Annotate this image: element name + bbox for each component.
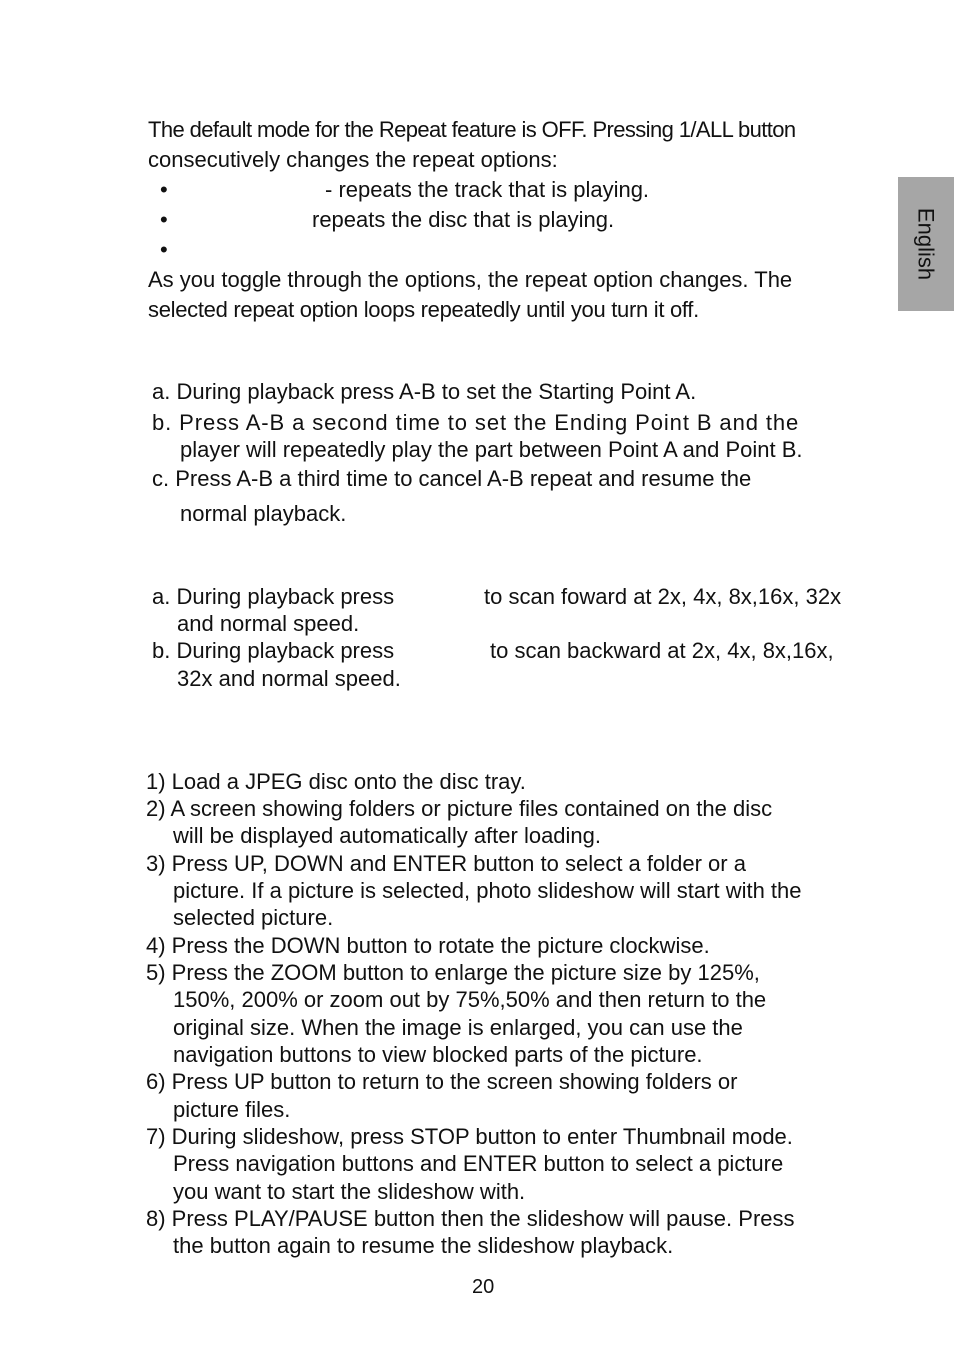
bullet-3: •: [160, 237, 168, 262]
repeat-toggle-line-1: As you toggle through the options, the repeat option changes. The: [148, 267, 793, 292]
bullet-1: •: [160, 177, 168, 202]
jpeg-line-11: navigation buttons to view blocked parts of the picture.: [173, 1042, 703, 1067]
scan-step-a-left: a. During playback press: [152, 584, 395, 609]
page-number: 20: [472, 1276, 495, 1298]
jpeg-line-13: picture files.: [173, 1097, 291, 1122]
jpeg-line-7: 4) Press the DOWN button to rotate the picture clockwise.: [146, 933, 710, 958]
jpeg-line-5: picture. If a picture is selected, photo slideshow will start with the: [173, 878, 802, 903]
bullet-2-text: repeats the disc that is playing.: [312, 207, 615, 232]
language-tab-label: English: [913, 207, 939, 281]
jpeg-line-3: will be displayed automatically after loading.: [173, 823, 602, 848]
repeat-toggle-line-2: selected repeat option loops repeatedly until you turn it off.: [148, 297, 699, 322]
scan-step-a-line-2: and normal speed.: [177, 611, 360, 636]
repeat-intro-line-1: The default mode for the Repeat feature is OFF. Pressing 1/ALL button: [148, 117, 796, 142]
ab-step-c-line-2: normal playback.: [180, 501, 347, 526]
scan-step-a-right: to scan foward at 2x, 4x, 8x,16x, 32x: [484, 584, 842, 609]
jpeg-line-10: original size. When the image is enlarged, you can use the: [173, 1015, 743, 1040]
jpeg-line-17: 8) Press PLAY/PAUSE button then the slideshow will pause. Press: [146, 1206, 795, 1231]
jpeg-line-18: the button again to resume the slideshow playback.: [173, 1233, 674, 1258]
jpeg-line-8: 5) Press the ZOOM button to enlarge the picture size by 125%,: [146, 960, 760, 985]
ab-step-b-line-1: b. Press A-B a second time to set the Ending Point B and the: [152, 410, 800, 435]
ab-step-b-line-2: player will repeatedly play the part between Point A and Point B.: [180, 437, 803, 462]
repeat-intro-line-2: consecutively changes the repeat options:: [148, 147, 558, 172]
jpeg-line-16: you want to start the slideshow with.: [173, 1179, 526, 1204]
jpeg-line-2: 2) A screen showing folders or picture files contained on the disc: [146, 796, 773, 821]
jpeg-line-1: 1) Load a JPEG disc onto the disc tray.: [146, 769, 526, 794]
jpeg-line-6: selected picture.: [173, 905, 334, 930]
scan-step-b-line-2: 32x and normal speed.: [177, 666, 401, 691]
scan-step-b-right: to scan backward at 2x, 4x, 8x,16x,: [490, 638, 834, 663]
jpeg-line-4: 3) Press UP, DOWN and ENTER button to select a folder or a: [146, 851, 746, 876]
jpeg-line-15: Press navigation buttons and ENTER button to select a picture: [173, 1151, 784, 1176]
jpeg-line-12: 6) Press UP button to return to the screen showing folders or: [146, 1069, 738, 1094]
bullet-1-text: - repeats the track that is playing.: [325, 177, 650, 202]
jpeg-line-14: 7) During slideshow, press STOP button to enter Thumbnail mode.: [146, 1124, 793, 1149]
ab-step-a: a. During playback press A-B to set the Starting Point A.: [152, 379, 697, 404]
language-tab: [898, 177, 954, 311]
bullet-2: •: [160, 207, 168, 232]
scan-step-b-left: b. During playback press: [152, 638, 395, 663]
jpeg-line-9: 150%, 200% or zoom out by 75%,50% and then return to the: [173, 987, 767, 1012]
ab-step-c-line-1: c. Press A-B a third time to cancel A-B repeat and resume the: [152, 466, 752, 491]
